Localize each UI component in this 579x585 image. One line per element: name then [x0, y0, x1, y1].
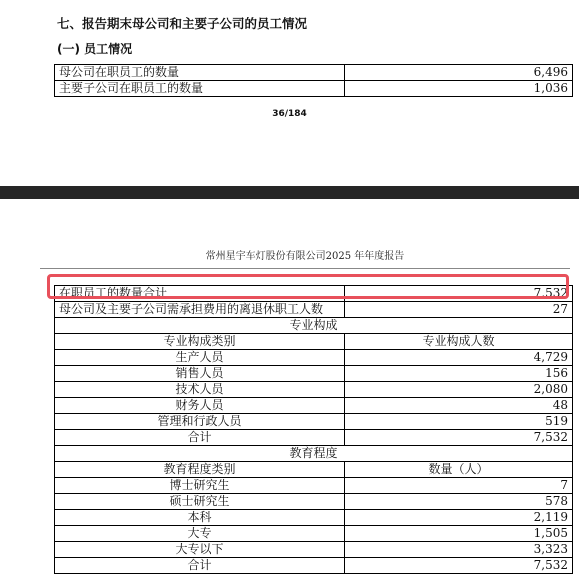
row-label: 技术人员 — [55, 382, 345, 398]
table-row — [55, 382, 573, 398]
section-label: 教育程度 — [55, 446, 573, 462]
table-row — [55, 478, 573, 494]
table-row — [55, 81, 573, 97]
row-value: 2,119 — [345, 510, 573, 526]
row-value: 3,323 — [345, 542, 573, 558]
employee-composition-table — [54, 285, 573, 574]
table-row — [55, 398, 573, 414]
row-value: 7,532 — [345, 430, 573, 446]
section-row — [55, 318, 573, 334]
row-label: 管理和行政人员 — [55, 414, 345, 430]
row-label: 母公司在职员工的数量 — [55, 65, 345, 81]
row-value: 6,496 — [345, 65, 573, 81]
row-label: 本科 — [55, 510, 345, 526]
row-value: 1,036 — [345, 81, 573, 97]
page-number: 36/184 — [272, 109, 307, 119]
row-value: 578 — [345, 494, 573, 510]
row-label: 博士研究生 — [55, 478, 345, 494]
header-row — [55, 462, 573, 478]
column-header: 专业构成人数 — [345, 334, 573, 350]
employee-count-table-top — [54, 64, 573, 97]
table-row — [55, 366, 573, 382]
section-title: 七、报告期末母公司和主要子公司的员工情况 — [57, 16, 308, 31]
table-row — [55, 526, 573, 542]
row-label: 母公司及主要子公司需承担费用的离退休职工人数 — [55, 302, 345, 318]
row-label: 销售人员 — [55, 366, 345, 382]
report-header: 常州星宇车灯股份有限公司2025 年年度报告 — [40, 247, 570, 269]
table-row — [55, 414, 573, 430]
row-value: 4,729 — [345, 350, 573, 366]
table-row — [55, 65, 573, 81]
row-label: 大专 — [55, 526, 345, 542]
row-label: 大专以下 — [55, 542, 345, 558]
row-value: 1,505 — [345, 526, 573, 542]
row-label: 硕士研究生 — [55, 494, 345, 510]
table-row — [55, 558, 573, 574]
row-value: 2,080 — [345, 382, 573, 398]
column-header: 数量（人） — [345, 462, 573, 478]
page-divider — [0, 186, 579, 199]
table-row — [55, 542, 573, 558]
row-label: 生产人员 — [55, 350, 345, 366]
row-value: 519 — [345, 414, 573, 430]
column-header: 专业构成类别 — [55, 334, 345, 350]
header-row — [55, 334, 573, 350]
section-label: 专业构成 — [55, 318, 573, 334]
row-value: 156 — [345, 366, 573, 382]
row-value: 7,532 — [345, 286, 573, 302]
row-label: 合计 — [55, 558, 345, 574]
row-label: 合计 — [55, 430, 345, 446]
row-label: 在职员工的数量合计 — [55, 286, 345, 302]
subsection-title: (一) 员工情况 — [57, 42, 133, 56]
row-value: 7 — [345, 478, 573, 494]
column-header: 教育程度类别 — [55, 462, 345, 478]
row-value: 7,532 — [345, 558, 573, 574]
section-row — [55, 446, 573, 462]
table-row — [55, 302, 573, 318]
row-label: 财务人员 — [55, 398, 345, 414]
row-value: 48 — [345, 398, 573, 414]
table-row — [55, 494, 573, 510]
table-row — [55, 510, 573, 526]
row-value: 27 — [345, 302, 573, 318]
row-label: 主要子公司在职员工的数量 — [55, 81, 345, 97]
table-row — [55, 430, 573, 446]
highlight-box — [47, 274, 569, 299]
table-row — [55, 350, 573, 366]
